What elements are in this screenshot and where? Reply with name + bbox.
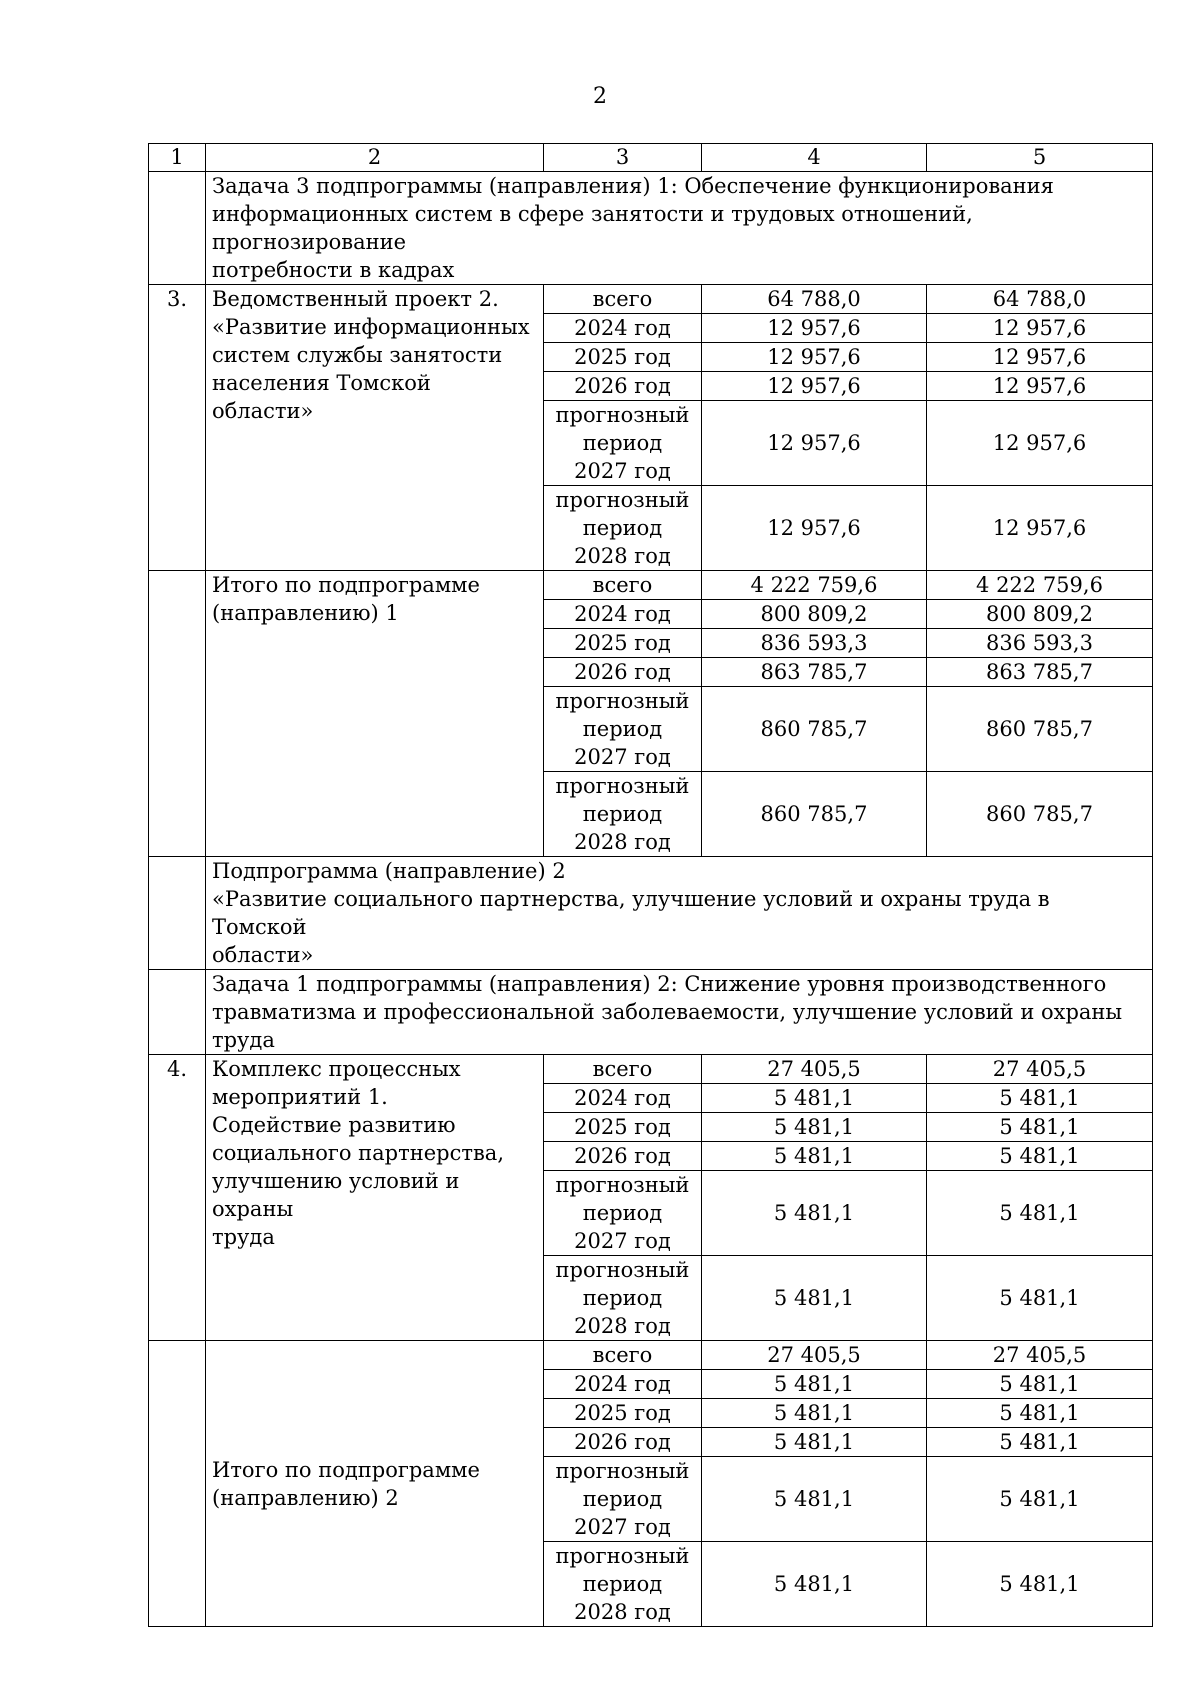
- period-cell: [544, 687, 702, 772]
- text-line: 2026 год: [574, 1144, 671, 1168]
- row-number: [149, 1341, 206, 1627]
- period-cell: [544, 1055, 702, 1084]
- text-line: Подпрограмма (направление) 2: [212, 859, 566, 883]
- text-line: прогнозный: [555, 1459, 690, 1483]
- text-line: прогнозный: [555, 774, 690, 798]
- text-line: период: [582, 431, 663, 455]
- value-col5: 27 405,5: [927, 1055, 1153, 1084]
- value-col4: 12 957,6: [702, 343, 927, 372]
- text-line: (направлению) 2: [212, 1485, 399, 1510]
- text-line: Комплекс процессных: [212, 1057, 461, 1081]
- text-line: 2028 год: [574, 830, 671, 854]
- text-line: 2024 год: [574, 1086, 671, 1110]
- value-col4: 5 481,1: [702, 1142, 927, 1171]
- value-col4: 5 481,1: [702, 1542, 927, 1627]
- table-row: [149, 1341, 1153, 1370]
- text-line: потребности в кадрах: [212, 258, 455, 282]
- header-cell: 3: [544, 144, 702, 172]
- period-cell: [544, 658, 702, 687]
- text-line: 2028 год: [574, 1600, 671, 1624]
- text-line: труда: [212, 1225, 275, 1249]
- value-col5: 5 481,1: [927, 1171, 1153, 1256]
- text-line: 2026 год: [574, 1430, 671, 1454]
- period-cell: [544, 1428, 702, 1457]
- value-col5: 5 481,1: [927, 1113, 1153, 1142]
- text-line: «Развитие социального партнерства, улучшение условий и охраны труда в Томской: [212, 887, 1050, 939]
- text-line: 2028 год: [574, 1314, 671, 1338]
- value-col4: 5 481,1: [702, 1428, 927, 1457]
- period-cell: [544, 1341, 702, 1370]
- page-number: 2: [593, 84, 607, 109]
- text-line: Задача 1 подпрограммы (направления) 2: Снижение уровня производственного: [212, 972, 1107, 996]
- budget-table: [148, 143, 1153, 1627]
- header-cell: 5: [927, 144, 1153, 172]
- item-name: [206, 1341, 544, 1627]
- text-line: Ведомственный проект 2.: [212, 287, 499, 311]
- table-row: [149, 285, 1153, 314]
- value-col5: 4 222 759,6: [927, 571, 1153, 600]
- value-col4: 12 957,6: [702, 372, 927, 401]
- value-col4: 12 957,6: [702, 486, 927, 571]
- value-col4: 27 405,5: [702, 1055, 927, 1084]
- value-col4: 860 785,7: [702, 687, 927, 772]
- text-line: период: [582, 717, 663, 741]
- empty-cell: [149, 857, 206, 970]
- row-number: 4.: [149, 1055, 206, 1341]
- text-line: 2024 год: [574, 602, 671, 626]
- period-cell: [544, 1370, 702, 1399]
- value-col4: 800 809,2: [702, 600, 927, 629]
- period-cell: [544, 285, 702, 314]
- text-line: период: [582, 1487, 663, 1511]
- text-line: Задача 3 подпрограммы (направления) 1: Обеспечение функционирования: [212, 174, 1054, 198]
- value-col5: 5 481,1: [927, 1428, 1153, 1457]
- item-name: [206, 285, 544, 571]
- text-line: 2026 год: [574, 374, 671, 398]
- section-row: [149, 970, 1153, 1055]
- text-line: всего: [592, 1343, 653, 1367]
- task-row: [149, 172, 1153, 285]
- text-line: информационных систем в сфере занятости и трудовых отношений, прогнозирование: [212, 202, 973, 254]
- text-line: прогнозный: [555, 403, 690, 427]
- value-col5: 863 785,7: [927, 658, 1153, 687]
- value-col4: 836 593,3: [702, 629, 927, 658]
- text-line: 2027 год: [574, 1229, 671, 1253]
- value-col4: 863 785,7: [702, 658, 927, 687]
- value-col5: 5 481,1: [927, 1542, 1153, 1627]
- period-cell: [544, 372, 702, 401]
- value-col4: 64 788,0: [702, 285, 927, 314]
- text-line: систем службы занятости: [212, 343, 503, 367]
- text-line: 2025 год: [574, 1115, 671, 1139]
- value-col5: 5 481,1: [927, 1084, 1153, 1113]
- text-line: 2027 год: [574, 1515, 671, 1539]
- text-line: социального партнерства,: [212, 1141, 505, 1165]
- value-col5: 836 593,3: [927, 629, 1153, 658]
- value-col5: 12 957,6: [927, 486, 1153, 571]
- period-cell: [544, 1399, 702, 1428]
- text-line: населения Томской области»: [212, 371, 431, 423]
- item-name: [206, 571, 544, 857]
- value-col4: 860 785,7: [702, 772, 927, 857]
- text-line: период: [582, 802, 663, 826]
- value-col5: 5 481,1: [927, 1142, 1153, 1171]
- header-cell: 2: [206, 144, 544, 172]
- value-col5: 12 957,6: [927, 314, 1153, 343]
- table-row: [149, 1055, 1153, 1084]
- value-col4: 5 481,1: [702, 1171, 927, 1256]
- period-cell: [544, 1113, 702, 1142]
- text-line: 2028 год: [574, 544, 671, 568]
- value-col4: 5 481,1: [702, 1256, 927, 1341]
- period-cell: [544, 1256, 702, 1341]
- text-line: 2027 год: [574, 459, 671, 483]
- period-cell: [544, 772, 702, 857]
- text-line: прогнозный: [555, 488, 690, 512]
- text-line: 2025 год: [574, 345, 671, 369]
- value-col4: 5 481,1: [702, 1457, 927, 1542]
- value-col4: 27 405,5: [702, 1341, 927, 1370]
- value-col5: 800 809,2: [927, 600, 1153, 629]
- text-line: области»: [212, 943, 314, 967]
- value-col5: 12 957,6: [927, 343, 1153, 372]
- text-line: период: [582, 1201, 663, 1225]
- task-1-text: [206, 970, 1153, 1055]
- period-cell: [544, 1542, 702, 1627]
- value-col4: 12 957,6: [702, 314, 927, 343]
- text-line: период: [582, 1572, 663, 1596]
- text-line: (направлению) 1: [212, 601, 399, 625]
- header-row: [149, 144, 1153, 172]
- text-line: всего: [592, 573, 653, 597]
- value-col5: 12 957,6: [927, 401, 1153, 486]
- text-line: улучшению условий и охраны: [212, 1169, 460, 1221]
- text-line: всего: [592, 287, 653, 311]
- section-row: [149, 857, 1153, 970]
- period-cell: [544, 629, 702, 658]
- period-cell: [544, 1084, 702, 1113]
- empty-cell: [149, 172, 206, 285]
- row-number: 3.: [149, 285, 206, 571]
- period-cell: [544, 314, 702, 343]
- text-line: 2024 год: [574, 316, 671, 340]
- value-col5: 12 957,6: [927, 372, 1153, 401]
- value-col4: 5 481,1: [702, 1370, 927, 1399]
- text-line: прогнозный: [555, 1258, 690, 1282]
- empty-cell: [149, 970, 206, 1055]
- period-cell: [544, 1457, 702, 1542]
- value-col4: 5 481,1: [702, 1084, 927, 1113]
- header-cell: 1: [149, 144, 206, 172]
- value-col4: 5 481,1: [702, 1399, 927, 1428]
- text-line: Итого по подпрограмме: [212, 573, 480, 597]
- item-name: [206, 1055, 544, 1341]
- value-col4: 4 222 759,6: [702, 571, 927, 600]
- text-line: 2025 год: [574, 631, 671, 655]
- task-3-text: [206, 172, 1153, 285]
- text-line: прогнозный: [555, 1173, 690, 1197]
- value-col5: 5 481,1: [927, 1399, 1153, 1428]
- text-line: прогнозный: [555, 689, 690, 713]
- text-line: всего: [592, 1057, 653, 1081]
- period-cell: [544, 486, 702, 571]
- header-cell: 4: [702, 144, 927, 172]
- text-line: 2024 год: [574, 1372, 671, 1396]
- period-cell: [544, 401, 702, 486]
- text-line: мероприятий 1.: [212, 1085, 388, 1109]
- text-line: период: [582, 516, 663, 540]
- table-row: [149, 571, 1153, 600]
- value-col4: 12 957,6: [702, 401, 927, 486]
- text-line: прогнозный: [555, 1544, 690, 1568]
- period-cell: [544, 571, 702, 600]
- text-line: 2026 год: [574, 660, 671, 684]
- value-col4: 5 481,1: [702, 1113, 927, 1142]
- text-line: Итого по подпрограмме: [212, 1457, 480, 1482]
- value-col5: 5 481,1: [927, 1256, 1153, 1341]
- text-line: травматизма и профессиональной заболеваемости, улучшение условий и охраны труда: [212, 1000, 1123, 1052]
- value-col5: 860 785,7: [927, 687, 1153, 772]
- period-cell: [544, 1171, 702, 1256]
- text-line: 2025 год: [574, 1401, 671, 1425]
- text-line: «Развитие информационных: [212, 315, 530, 339]
- period-cell: [544, 600, 702, 629]
- value-col5: 27 405,5: [927, 1341, 1153, 1370]
- text-line: Содействие развитию: [212, 1113, 456, 1137]
- text-line: период: [582, 1286, 663, 1310]
- period-cell: [544, 343, 702, 372]
- value-col5: 64 788,0: [927, 285, 1153, 314]
- row-number: [149, 571, 206, 857]
- period-cell: [544, 1142, 702, 1171]
- subprogram-2-title: [206, 857, 1153, 970]
- value-col5: 860 785,7: [927, 772, 1153, 857]
- value-col5: 5 481,1: [927, 1457, 1153, 1542]
- text-line: 2027 год: [574, 745, 671, 769]
- value-col5: 5 481,1: [927, 1370, 1153, 1399]
